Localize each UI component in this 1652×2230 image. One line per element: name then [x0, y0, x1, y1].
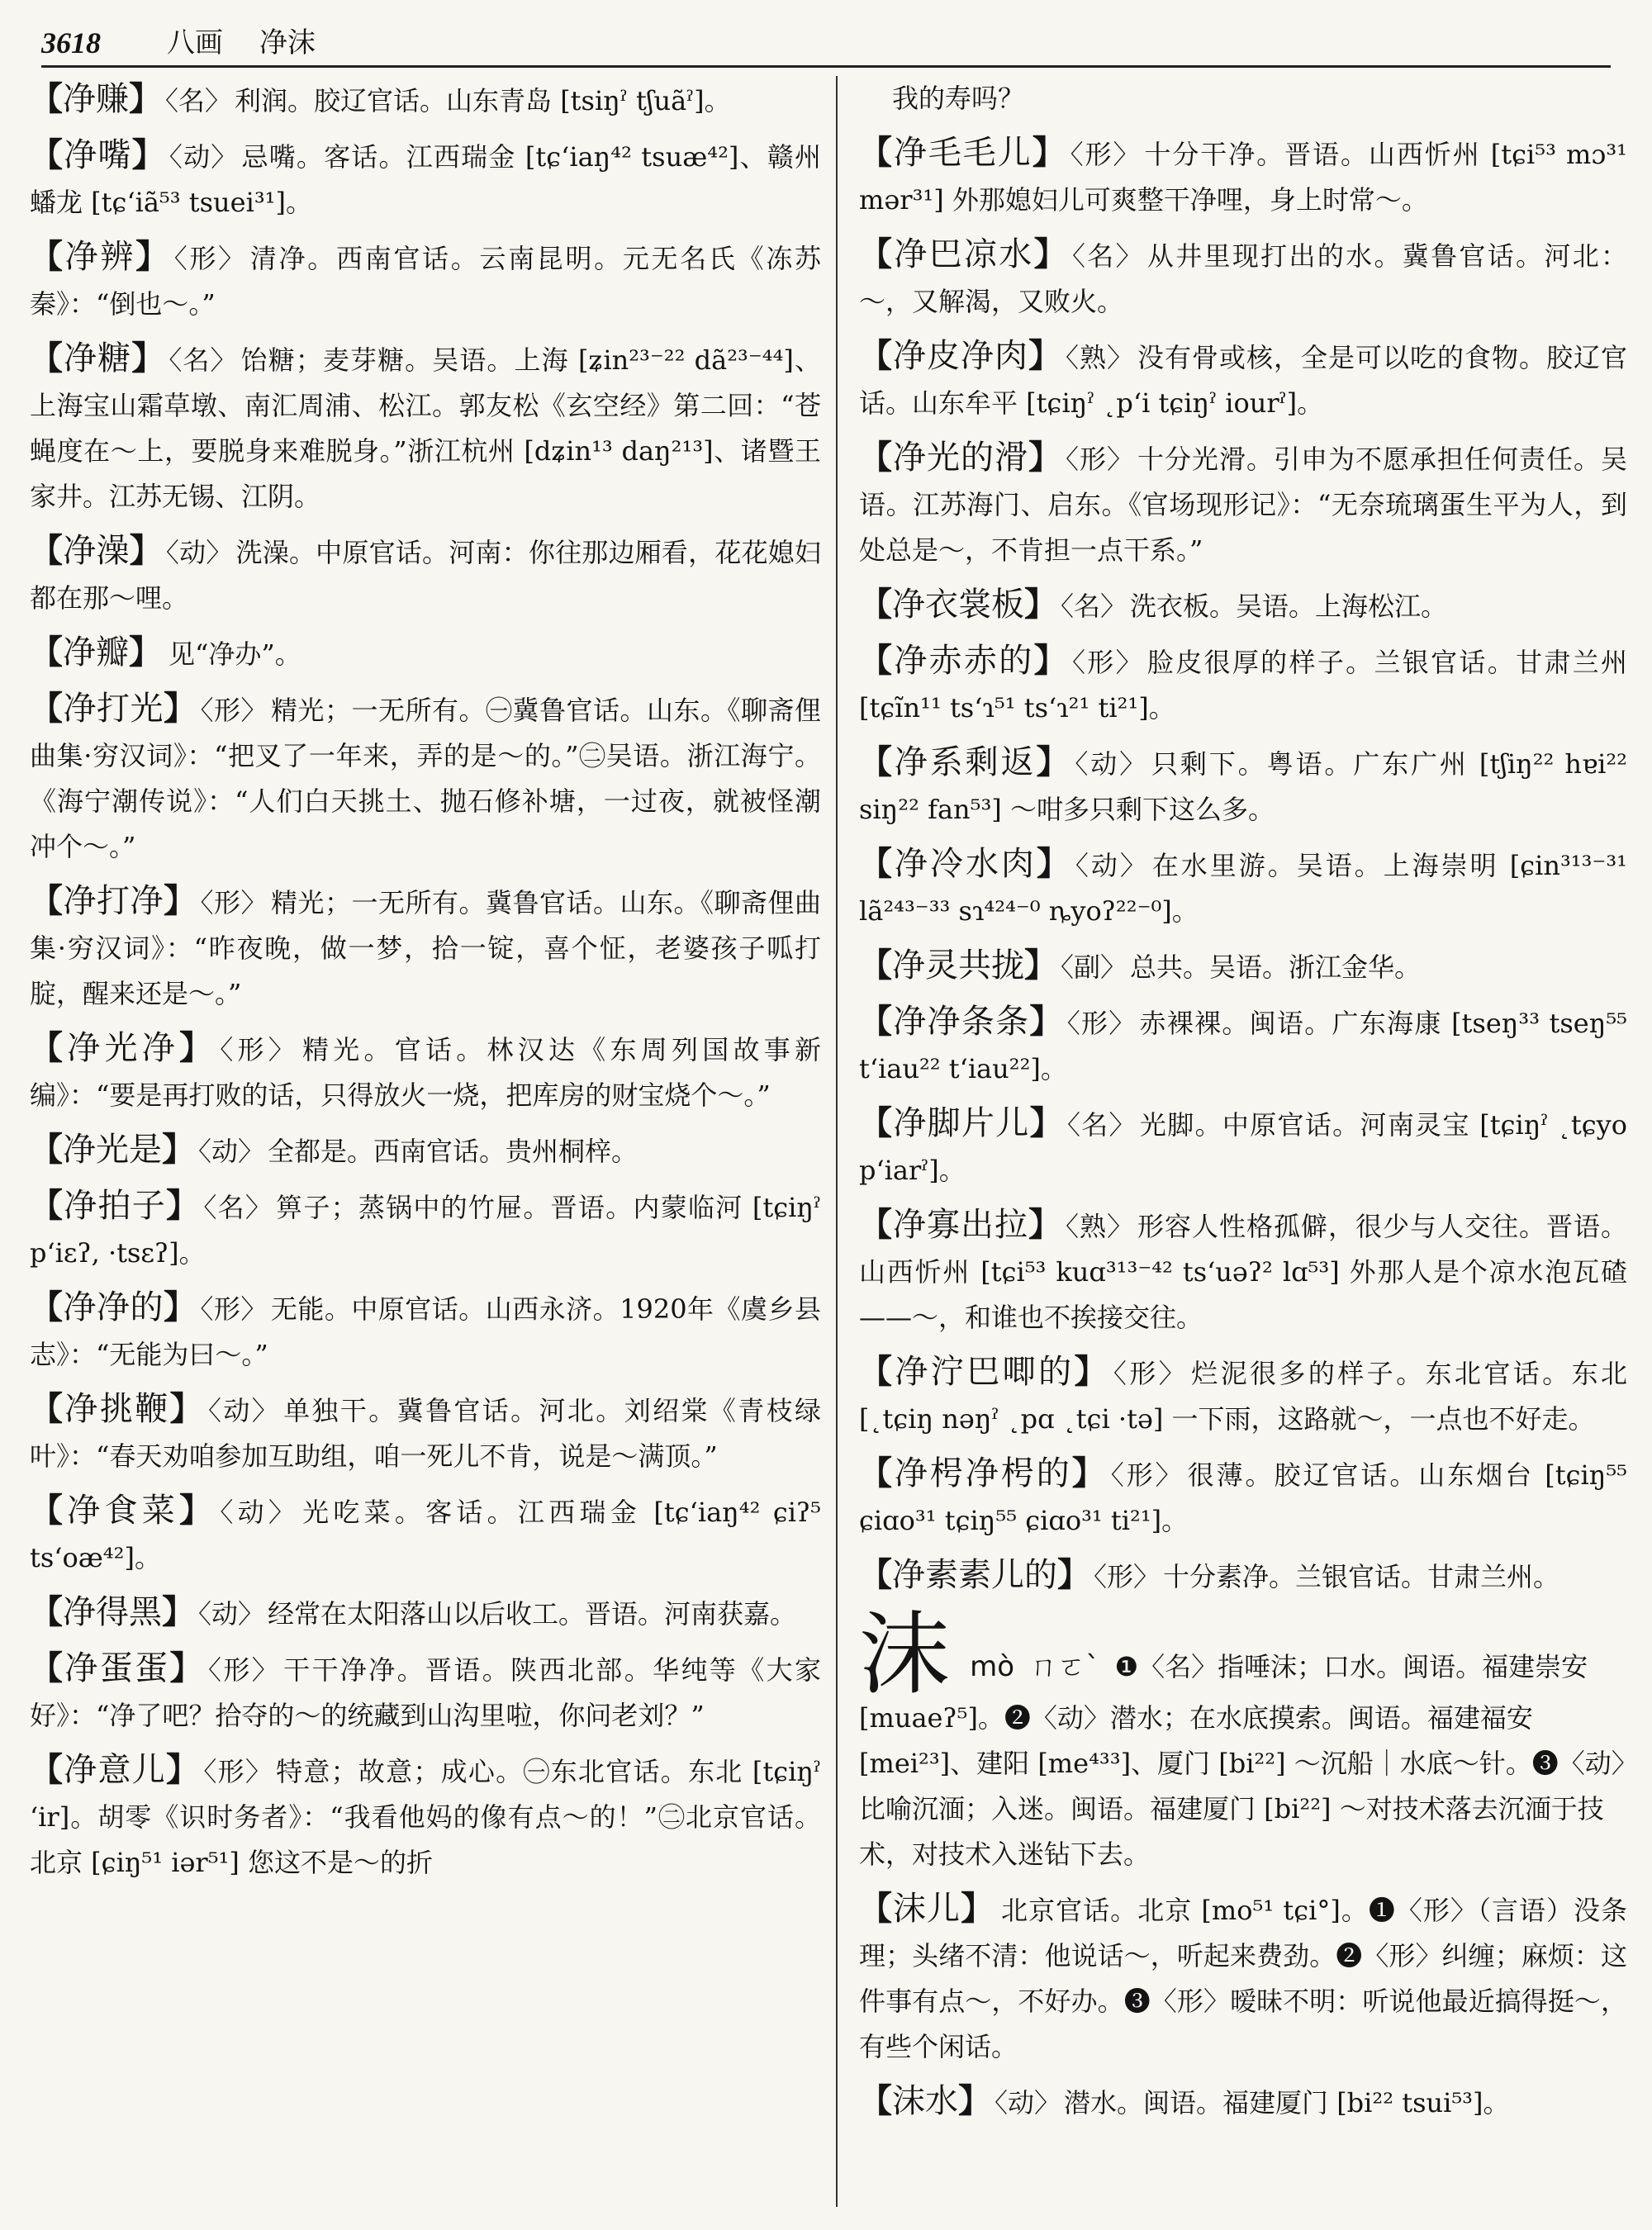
close-bracket: 】	[162, 1592, 195, 1631]
char-headword: 沫	[859, 1601, 950, 1707]
open-bracket: 【	[859, 1889, 894, 1928]
part-of-speech: 〈熟〉	[1066, 342, 1134, 373]
open-bracket: 【	[859, 743, 895, 781]
entry-headword: 净冷水肉	[894, 845, 1037, 883]
close-bracket: 】	[1028, 1205, 1062, 1244]
part-of-speech: 〈形〉	[1094, 1561, 1161, 1592]
page-number: 3618	[41, 26, 101, 59]
open-bracket: 【	[859, 1454, 895, 1492]
entry-definition: 洗衣板。吴语。上海松江。	[1130, 591, 1448, 622]
dictionary-entry	[859, 231, 1627, 325]
dictionary-entry	[30, 1747, 821, 1886]
open-bracket: 【	[859, 438, 893, 477]
entry-headword: 净赚	[63, 80, 129, 118]
header-chars: 净沫	[259, 26, 316, 59]
close-bracket: 】	[131, 339, 166, 377]
dictionary-entry	[30, 1284, 821, 1378]
dictionary-entry	[30, 629, 821, 677]
page-header	[41, 18, 1611, 68]
dictionary-entry	[859, 841, 1627, 934]
dictionary-entry	[30, 234, 821, 327]
entry-headword: 净辨	[64, 238, 136, 276]
entry-headword: 净脚片儿	[893, 1104, 1030, 1142]
part-of-speech: 〈动〉	[169, 141, 239, 173]
right-column	[859, 76, 1627, 2215]
dictionary-entry	[859, 999, 1627, 1092]
entry-definition: 见“净办”。	[169, 638, 301, 670]
entry-headword: 净衣裳板	[892, 586, 1024, 624]
open-bracket: 【	[859, 1002, 894, 1041]
close-bracket: 】	[1033, 641, 1069, 680]
dictionary-entry	[859, 434, 1627, 573]
part-of-speech: 〈形〉	[1066, 1008, 1137, 1039]
entry-definition: 精光。官话。林汉达《东周列国故事新编》：“要是再打败的话，只得放火一烧，把库房的财宝烧个～。”	[30, 1034, 821, 1111]
open-bracket: 【	[30, 1028, 68, 1067]
entry-headword: 净光的滑	[893, 439, 1028, 477]
dictionary-entry	[30, 1025, 821, 1118]
entry-definition: 十分干净。晋语。山西忻州 [tɕi⁵³ mɔ³¹ mər³¹] 外那媳妇儿可爽整干净哩，身上时常～。	[859, 139, 1627, 216]
entry-headword: 净打光	[63, 690, 164, 728]
dictionary-entry	[859, 942, 1627, 990]
open-bracket: 【	[859, 1103, 894, 1142]
part-of-speech: 〈形〉	[200, 887, 268, 918]
entry-definition: 潜水。闽语。福建厦门 [bi²² tsui⁵³]。	[1064, 2087, 1510, 2118]
dictionary-entry	[30, 335, 821, 520]
close-bracket: 】	[179, 1491, 217, 1530]
close-bracket: 】	[1029, 1002, 1064, 1041]
open-bracket: 【	[30, 881, 64, 920]
part-of-speech: 〈名〉	[203, 1192, 273, 1223]
close-bracket: 】	[1036, 743, 1072, 781]
part-of-speech: 〈动〉	[995, 2087, 1061, 2118]
char-zhuyin: ㄇㄛˋ	[1029, 1650, 1100, 1683]
entry-headword: 净赤赤的	[894, 642, 1034, 680]
dictionary-entry	[859, 638, 1627, 731]
dictionary-entry	[30, 528, 821, 621]
entry-definition: 饴糖；麦芽糖。吴语。上海 [ʑin²³⁻²² dã²³⁻⁴⁴]、上海宝山霜草墩、南汇周浦、松江。郭友松《玄空经》第二回：“苍蝇度在～上，要脱身来难脱身。”浙江杭州 [dʑin¹³ daŋ²¹³]、诸暨王家井。江苏无锡、江阴。	[30, 344, 821, 512]
part-of-speech: 〈副〉	[1061, 951, 1127, 983]
open-bracket: 【	[859, 1555, 892, 1594]
entry-definition: 北京官话。北京 [mo⁵¹ tɕi°]。❶〈形〉（言语）没条理；头绪不清：他说话～，听起来费劲。❷〈形〉纠缠；麻烦：这件事有点～，不好办。❸〈形〉暧昧不明：听说他最近搞得挺～，有些个闲话。	[859, 1895, 1627, 2062]
part-of-speech: 〈动〉	[1075, 850, 1149, 881]
dictionary-entry	[30, 1127, 821, 1174]
close-bracket: 】	[164, 689, 197, 728]
open-bracket: 【	[30, 1491, 68, 1530]
entry-definition: 清净。西南官话。云南昆明。元无名氏《冻苏秦》：“倒也～。”	[30, 243, 821, 320]
close-bracket: 】	[1028, 438, 1062, 477]
open-bracket: 【	[30, 1649, 65, 1687]
entry-headword: 净系剩返	[894, 743, 1037, 781]
part-of-speech: 〈形〉	[200, 695, 268, 726]
close-bracket: 】	[1071, 1454, 1108, 1492]
dictionary-entry	[859, 1202, 1627, 1340]
entry-definition: 烂泥很多的样子。东北官话。东北 [˛tɕiŋ nəŋˀ ˛pɑ ˛tɕi ·tə] 一下雨，这路就～，一点也不好走。	[859, 1358, 1627, 1435]
open-bracket: 【	[30, 1186, 64, 1225]
open-bracket: 【	[859, 1205, 893, 1244]
open-bracket: 【	[859, 946, 892, 985]
entry-definition: 十分光滑。引申为不愿承担任何责任。吴语。江苏海门、启东。《官场现形记》：“无奈琉璃蛋生平为人，到处总是～，不肯担一点干系。”	[859, 444, 1627, 566]
open-bracket: 【	[859, 2081, 892, 2120]
entry-headword: 净蛋蛋	[64, 1649, 170, 1687]
part-of-speech: 〈形〉	[1070, 139, 1142, 170]
dictionary-entry	[30, 1183, 821, 1276]
close-bracket: 】	[129, 633, 162, 671]
entry-definition: 特意；故意；成心。㊀东北官话。东北 [tɕiŋˀ ʻir]。胡零《识时务者》：“我看他妈的像有点～的！”㊁北京官话。北京 [ɕiŋ⁵¹ iər⁵¹] 您这不是～的折	[30, 1756, 821, 1878]
part-of-speech: 〈形〉	[1071, 647, 1144, 678]
dictionary-entry	[30, 1487, 821, 1581]
close-bracket: 】	[1029, 1103, 1064, 1142]
entry-definition: 十分素净。兰银官话。甘肃兰州。	[1163, 1561, 1560, 1592]
dictionary-entry	[30, 1589, 821, 1637]
part-of-speech: 〈名〉	[1071, 240, 1144, 272]
entry-definition: 经常在太阳落山以后收工。晋语。河南获嘉。	[268, 1598, 797, 1630]
open-bracket: 【	[30, 339, 64, 377]
part-of-speech: 〈动〉	[220, 1497, 300, 1528]
open-bracket: 【	[30, 633, 63, 671]
open-bracket: 【	[30, 79, 63, 118]
open-bracket: 【	[30, 1592, 63, 1631]
close-bracket: 】	[169, 1649, 205, 1687]
close-bracket: 】	[961, 1889, 995, 1928]
close-bracket: 】	[135, 237, 171, 276]
entry-definition: 箅子；蒸锅中的竹屉。晋语。内蒙临河 [tɕiŋˀ pʻiɛʔ, ·tsɛʔ]。	[30, 1192, 821, 1269]
part-of-speech: 〈名〉	[1066, 1109, 1137, 1141]
close-bracket: 】	[169, 1389, 205, 1428]
part-of-speech: 〈名〉	[169, 344, 238, 376]
open-bracket: 【	[859, 235, 895, 273]
dictionary-entry	[30, 1386, 821, 1479]
entry-headword: 净挑鞭	[64, 1390, 170, 1428]
entry-headword: 净嘴	[64, 136, 132, 174]
dictionary-entry	[859, 2078, 1627, 2126]
close-bracket: 】	[1036, 844, 1072, 883]
entry-headword: 净得黑	[63, 1593, 162, 1631]
part-of-speech: 〈熟〉	[1066, 1211, 1134, 1242]
open-bracket: 【	[30, 689, 64, 728]
left-column	[30, 76, 821, 2215]
dictionary-entry	[30, 76, 821, 124]
continuation-text: 我的寿吗？	[892, 83, 1025, 114]
entry-headword: 净枵净枵的	[894, 1454, 1072, 1492]
dictionary-entry	[859, 333, 1627, 426]
char-definition: ❶〈名〉指唾沫；口水。闽语。福建崇安 [muaeʔ⁵]。❷〈动〉潜水；在水底摸索。闽语。福建福安 [mei²³]、建阳 [me⁴³³]、厦门 [bi²²] ～沉船｜水底～针。❸〈动〉比喻沉湎；入迷。闽语。福建厦门 [bi²²] ～对技术落去沉湎于技术，对技术入迷钻下去。	[859, 1651, 1625, 1870]
entry-headword: 净素素儿的	[892, 1556, 1057, 1594]
entry-headword: 沫儿	[893, 1890, 961, 1928]
close-bracket: 】	[166, 1750, 201, 1789]
dictionary-entry	[30, 1645, 821, 1739]
close-bracket: 】	[166, 1186, 201, 1225]
close-bracket: 】	[163, 1288, 197, 1326]
entry-definition: 从井里现打出的水。冀鲁官话。河北：～，又解渴，又败火。	[859, 240, 1627, 317]
entry-headword: 净巴凉水	[894, 235, 1034, 273]
part-of-speech: 〈动〉	[198, 1136, 265, 1167]
open-bracket: 【	[859, 585, 892, 624]
char-pinyin: mò	[970, 1650, 1015, 1683]
part-of-speech: 〈形〉	[1113, 1358, 1189, 1389]
close-bracket: 】	[958, 2081, 991, 2120]
dictionary-entry	[859, 1450, 1627, 1544]
entry-headword: 净泞巴唧的	[895, 1353, 1075, 1391]
entry-headword: 净瓣	[63, 633, 129, 671]
entry-headword: 净毛毛儿	[893, 134, 1032, 172]
entry-definition: 赤裸裸。闽语。广东海康 [tseŋ³³ tseŋ⁵⁵ tʻiau²² tʻiau²²]。	[859, 1008, 1627, 1084]
part-of-speech: 〈名〉	[165, 85, 232, 116]
entry-definition: 在水里游。吴语。上海崇明 [ɕin³¹³⁻³¹ lã²⁴³⁻³³ sɿ⁴²⁴⁻⁰ ȵyoʔ²²⁻⁰]。	[859, 850, 1627, 927]
close-bracket: 】	[131, 135, 166, 174]
open-bracket: 【	[30, 531, 64, 570]
part-of-speech: 〈动〉	[1075, 748, 1149, 780]
entry-definition: 精光；一无所有。㊀冀鲁官话。山东。《聊斋俚曲集·穷汉词》：“把叉了一年来，弄的是～的。”㊁吴语。浙江海宁。《海宁潮传说》：“人们白天挑土、抛石修补塘，一过夜，就被怪潮冲个～。”	[30, 695, 821, 862]
close-bracket: 】	[164, 881, 197, 920]
part-of-speech: 〈形〉	[200, 1293, 268, 1325]
header-section: 八画	[167, 26, 223, 59]
entry-headword: 净糖	[64, 339, 132, 377]
entry-definition: 干干净净。晋语。陕西北部。华纯等《大家好》：“净了吧？拾夺的～的统藏到山沟里啦，你问老刘？”	[30, 1654, 821, 1731]
open-bracket: 【	[859, 844, 895, 883]
entry-definition: 单独干。冀鲁官话。河北。刘绍棠《青枝绿叶》：“春天劝咱参加互助组，咱一死儿不肯，说是～满顶。”	[30, 1395, 821, 1472]
dictionary-entry	[859, 1886, 1627, 2070]
close-bracket: 】	[129, 531, 163, 570]
dictionary-entry	[859, 1100, 1627, 1193]
entry-headword: 净净条条	[893, 1003, 1030, 1041]
char-entry	[859, 1601, 1627, 1877]
entry-headword: 净拍子	[64, 1187, 167, 1225]
part-of-speech: 〈动〉	[198, 1598, 265, 1630]
part-of-speech: 〈动〉	[207, 1395, 281, 1426]
entry-definition: 光脚。中原官话。河南灵宝 [tɕiŋˀ ˛tɕyo pʻiarˀ]。	[859, 1109, 1627, 1186]
dictionary-entry	[859, 1552, 1627, 1600]
close-bracket: 】	[162, 1130, 195, 1169]
part-of-speech: 〈形〉	[1110, 1459, 1184, 1491]
part-of-speech: 〈形〉	[207, 1654, 281, 1686]
entry-definition: 利润。胶辽官话。山东青岛 [tsiŋˀ tʃuãˀ]。	[235, 85, 731, 116]
close-bracket: 】	[1024, 585, 1057, 624]
entry-headword: 净皮净肉	[893, 337, 1028, 375]
entry-headword: 沫水	[892, 2082, 958, 2120]
entry-headword: 净打净	[63, 882, 164, 920]
entry-definition: 形容人性格孤僻，很少与人交往。晋语。山西忻州 [tɕi⁵³ kuɑ³¹³⁻⁴² tsʻuəʔ² lɑ⁵³] 外那人是个凉水泡瓦碴——～，和谁也不挨接交往。	[859, 1211, 1627, 1333]
part-of-speech: 〈形〉	[1066, 444, 1134, 475]
entry-definition: 只剩下。粤语。广东广州 [tʃiŋ²² hɐi²² siŋ²² fan⁵³] ～咁多只剩下这么多。	[859, 748, 1627, 825]
close-bracket: 】	[129, 79, 162, 118]
open-bracket: 【	[859, 641, 895, 680]
entry-definition: 精光；一无所有。冀鲁官话。山东。《聊斋俚曲集·穷汉词》：“昨夜晚，做一梦，拾一锭，喜个怔，老婆孩子呱打腚，醒来还是～。”	[30, 887, 821, 1009]
open-bracket: 【	[859, 336, 893, 375]
part-of-speech: 〈形〉	[220, 1034, 299, 1065]
entry-headword: 净寡出拉	[893, 1206, 1028, 1244]
dictionary-entry	[859, 581, 1627, 629]
part-of-speech: 〈动〉	[165, 537, 233, 568]
open-bracket: 【	[30, 135, 64, 174]
entry-headword: 净光净	[67, 1029, 179, 1067]
entry-definition: 全都是。西南官话。贵州桐梓。	[268, 1136, 638, 1167]
close-bracket: 】	[1057, 1555, 1090, 1594]
open-bracket: 【	[30, 237, 65, 276]
dictionary-entry	[30, 686, 821, 870]
open-bracket: 【	[859, 133, 894, 172]
close-bracket: 】	[1032, 133, 1067, 172]
entry-definition: 脸皮很厚的样子。兰银官话。甘肃兰州 [tɕĩn¹¹ tsʻɿ⁵¹ tsʻɿ²¹ ti²¹]。	[859, 647, 1627, 724]
dictionary-entry	[859, 739, 1627, 833]
close-bracket: 】	[179, 1028, 217, 1067]
entry-headword: 净澡	[63, 532, 130, 570]
open-bracket: 【	[30, 1389, 65, 1428]
dictionary-entry	[30, 132, 821, 225]
entry-definition: 忌嘴。客话。江西瑞金 [tɕʻiaŋ⁴² tsuæ⁴²]、赣州蟠龙 [tɕʻiã⁵³ tsuei³¹]。	[30, 141, 821, 218]
entry-headword: 净光是	[63, 1131, 162, 1169]
close-bracket: 】	[1024, 946, 1057, 985]
part-of-speech: 〈名〉	[1061, 591, 1127, 622]
close-bracket: 】	[1033, 235, 1069, 273]
entry-definition: 总共。吴语。浙江金华。	[1130, 951, 1422, 983]
open-bracket: 【	[30, 1750, 64, 1789]
close-bracket: 】	[1074, 1352, 1110, 1391]
open-bracket: 【	[859, 1352, 895, 1391]
dictionary-entry	[30, 878, 821, 1017]
entry-definition: 很薄。胶辽官话。山东烟台 [tɕiŋ⁵⁵ ɕiɑo³¹ tɕiŋ⁵⁵ ɕiɑo³¹ ti²¹]。	[859, 1459, 1627, 1536]
entry-definition: 没有骨或核，全是可以吃的食物。胶辽官话。山东牟平 [tɕiŋˀ ˛pʻi tɕiŋˀ iourˀ]。	[859, 342, 1627, 419]
entry-headword: 净灵共拢	[892, 947, 1024, 985]
entry-definition: 洗澡。中原官话。河南：你往那边厢看，花花媳妇都在那～哩。	[30, 537, 821, 614]
column-divider	[836, 76, 838, 2207]
entry-headword: 净意儿	[64, 1751, 167, 1789]
open-bracket: 【	[30, 1288, 64, 1326]
entry-headword: 净净的	[63, 1288, 164, 1326]
part-of-speech: 〈形〉	[173, 243, 247, 274]
entry-definition: 光吃菜。客话。江西瑞金 [tɕʻiaŋ⁴² ɕiʔ⁵ tsʻoæ⁴²]。	[30, 1497, 821, 1573]
close-bracket: 】	[1028, 336, 1062, 375]
open-bracket: 【	[30, 1130, 63, 1169]
part-of-speech: 〈形〉	[203, 1756, 273, 1787]
dictionary-entry	[859, 130, 1627, 223]
entry-headword: 净食菜	[67, 1492, 180, 1530]
dictionary-entry	[859, 1349, 1627, 1442]
entry-definition: 无能。中原官话。山西永济。1920年《虞乡县志》：“无能为曰～。”	[30, 1293, 821, 1370]
